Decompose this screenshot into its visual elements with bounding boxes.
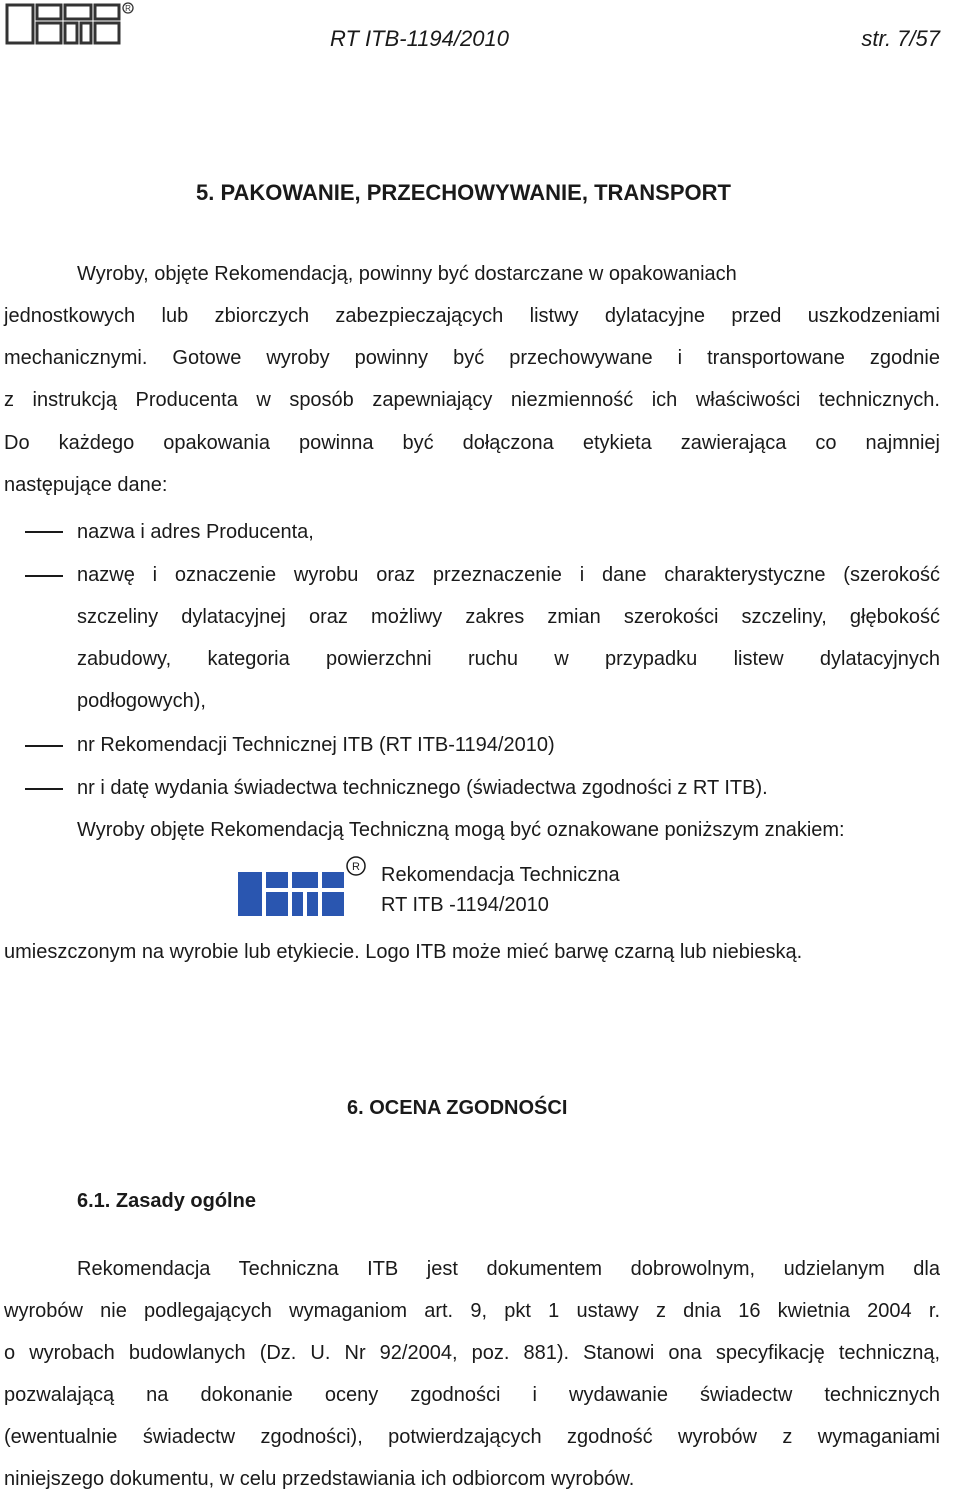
list-item: nr Rekomendacji Technicznej ITB (RT ITB-1194/2010) [77,734,555,756]
paragraph-line: z instrukcją Producenta w sposób zapewniający niezmienność ich właściwości technicznych. [4,389,940,411]
mark-label-line2: RT ITB -1194/2010 [381,894,549,916]
paragraph-line: Rekomendacja Techniczna ITB jest dokumentem dobrowolnym, udzielanym dla [77,1258,940,1280]
subsection-6-1-title: 6.1. Zasady ogólne [77,1190,256,1212]
paragraph-line: o wyrobach budowlanych (Dz. U. Nr 92/2004, poz. 881). Stanowi ona specyfikację techniczną, [4,1342,940,1364]
paragraph-line: następujące dane: [4,474,168,496]
section-6-title: 6. OCENA ZGODNOŚCI [347,1097,568,1119]
page-header [330,24,940,54]
paragraph-line: Do każdego opakowania powinna być dołączona etykieta zawierająca co najmniej [4,432,940,454]
paragraph-line: jednostkowych lub zbiorczych zabezpieczających listwy dylatacyjne przed uszkodzeniami [4,305,940,327]
list-item-continued: podłogowych), [77,690,206,712]
paragraph-line: niniejszego dokumentu, w celu przedstawiania ich odbiorcom wyrobów. [4,1468,635,1490]
list-dash [25,531,63,533]
list-dash [25,575,63,577]
section-5-title: 5. PAKOWANIE, PRZECHOWYWANIE, TRANSPORT [196,180,731,205]
svg-text:R: R [125,4,131,13]
list-dash [25,745,63,747]
list-item-continued: zabudowy, kategoria powierzchni ruchu w przypadku listew dylatacyjnych [77,648,940,670]
registered-mark-icon [345,855,367,877]
itb-logo-header [4,0,134,48]
list-item-continued: szczeliny dylatacyjnej oraz możliwy zakres zmian szerokości szczeliny, głębokość [77,606,940,628]
svg-text:R: R [352,861,360,873]
list-dash [25,788,63,790]
paragraph-line: wyrobów nie podlegających wymaganiom art. 9, pkt 1 ustawy z dnia 16 kwietnia 2004 r. [4,1300,940,1322]
list-item: nazwa i adres Producenta, [77,521,314,543]
paragraph-line: Wyroby, objęte Rekomendacją, powinny być dostarczane w opakowaniach [77,263,737,285]
list-item: nazwę i oznaczenie wyrobu oraz przeznaczenie i dane charakterystyczne (szerokość [77,564,940,586]
document-reference: RT ITB-1194/2010 [330,26,509,51]
list-item: nr i datę wydania świadectwa technicznego (świadectwa zgodności z RT ITB). [77,777,768,799]
mark-label-line1: Rekomendacja Techniczna [381,864,620,886]
paragraph-line: pozwalającą na dokonanie oceny zgodności i wydawanie świadectw technicznych [4,1384,940,1406]
after-mark-text: umieszczonym na wyrobie lub etykiecie. Logo ITB może mieć barwę czarną lub niebieską. [4,941,803,963]
page-number: str. 7/57 [861,26,940,51]
paragraph-line: mechanicznymi. Gotowe wyroby powinny być przechowywane i transportowane zgodnie [4,347,940,369]
paragraph-line: (ewentualnie świadectw zgodności), potwierdzających zgodność wyrobów z wymaganiami [4,1426,940,1448]
marking-intro: Wyroby objęte Rekomendacją Techniczną mogą być oznakowane poniższym znakiem: [77,819,845,841]
